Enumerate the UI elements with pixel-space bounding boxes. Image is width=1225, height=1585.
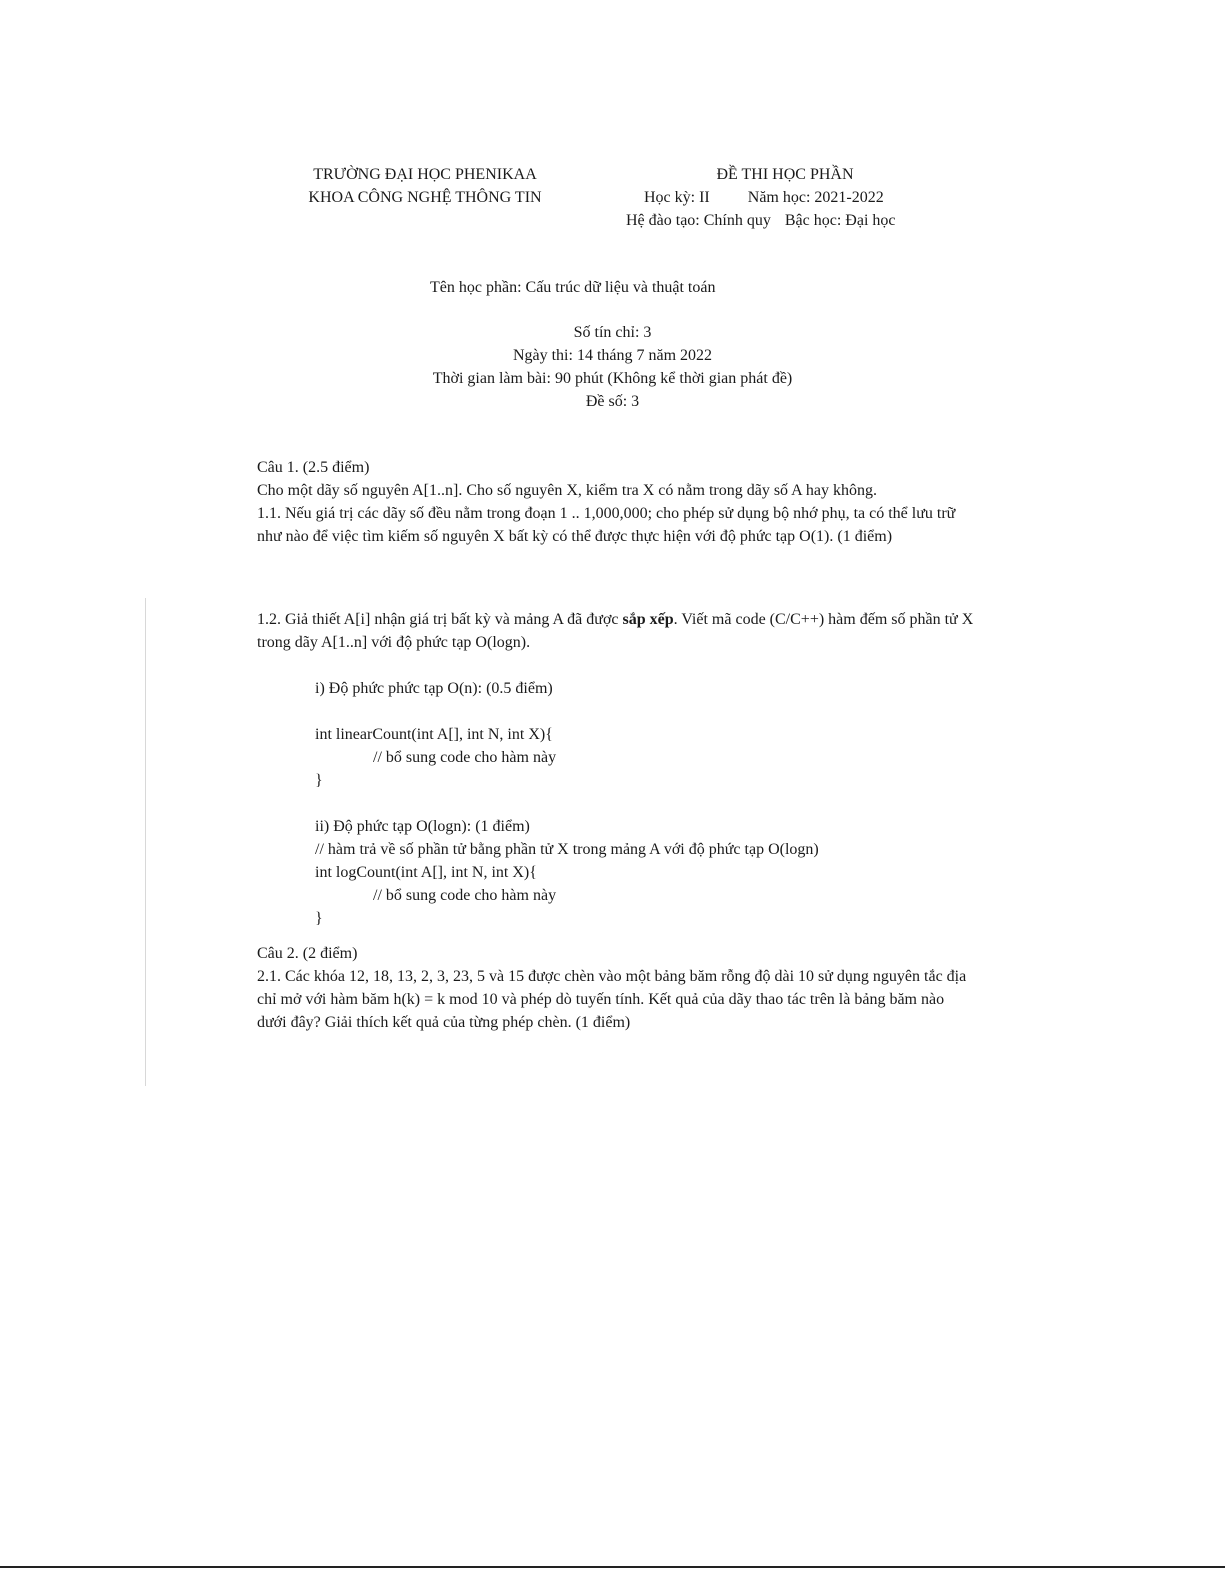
question-1-2-text-b: . Viết mã code (C/C++) hàm đếm số phần tử X trong dãy A[1..n] với độ phức tạp O(logn).	[257, 611, 974, 651]
question-1-1: 1.1. Nếu giá trị các dãy số đều nằm trong đoạn 1 .. 1,000,000; cho phép sử dụng bộ nhớ phụ, ta có thể lưu trữ như nào để việc tìm kiếm số nguyên X bất kỳ có thể được thực hiện với độ phức tạp O(1). (1 điểm)	[257, 505, 956, 545]
question-1-2-bold: sắp xếp	[622, 611, 674, 628]
code-linear-signature: int linearCount(int A[], int N, int X){	[315, 726, 553, 743]
question-2-title: Câu 2. (2 điểm)	[257, 945, 358, 962]
question-1-part-a	[257, 456, 977, 548]
semester: Học kỳ: II	[644, 189, 710, 206]
credits: Số tín chỉ: 3	[573, 324, 652, 341]
exam-info	[300, 321, 925, 413]
code-linear-close: }	[315, 772, 323, 789]
university-name: TRƯỜNG ĐẠI HỌC PHENIKAA	[313, 166, 537, 183]
code-log-close: }	[315, 910, 323, 927]
exam-number: Đề số: 3	[585, 393, 640, 410]
question-1-2-text-a: 1.2. Giả thiết A[i] nhận giá trị bất kỳ và mảng A đã được	[257, 611, 623, 628]
exam-duration: Thời gian làm bài: 90 phút (Không kể thời gian phát đề)	[432, 370, 793, 387]
exam-date: Ngày thi: 14 tháng 7 năm 2022	[512, 347, 713, 364]
page-bottom-rule	[0, 1566, 1225, 1568]
school-year: Năm học: 2021-2022	[747, 189, 884, 206]
code-log-doc-comment: // hàm trả về số phần tử bằng phần tử X trong mảng A với độ phức tạp O(logn)	[315, 841, 819, 858]
code-log-comment: // bổ sung code cho hàm này	[373, 887, 557, 904]
code-linear-comment: // bổ sung code cho hàm này	[373, 749, 557, 766]
exam-title: ĐỀ THI HỌC PHẦN	[716, 166, 854, 183]
semester-row	[620, 186, 950, 209]
training-row	[620, 209, 950, 232]
question-1-2	[257, 608, 977, 654]
question-1-part-b	[257, 608, 977, 1034]
level: Bậc học: Đại học	[784, 212, 896, 229]
question-1-intro: Cho một dãy số nguyên A[1..n]. Cho số nguyên X, kiểm tra X có nằm trong dãy số A hay không.	[257, 482, 877, 499]
faculty-name: KHOA CÔNG NGHỆ THÔNG TIN	[308, 189, 542, 206]
header-left	[270, 163, 580, 209]
course-name: Tên học phần: Cấu trúc dữ liệu và thuật toán	[430, 279, 716, 296]
sub-question-ii: ii) Độ phức tạp O(logn): (1 điểm)	[315, 818, 530, 835]
question-1-title: Câu 1. (2.5 điểm)	[257, 459, 370, 476]
code-log-signature: int logCount(int A[], int N, int X){	[315, 864, 537, 881]
margin-rule	[145, 598, 146, 1086]
sub-question-i: i) Độ phức phức tạp O(n): (0.5 điểm)	[315, 680, 553, 697]
question-2-1: 2.1. Các khóa 12, 18, 13, 2, 3, 23, 5 và 15 được chèn vào một bảng băm rỗng độ dài 10 sử dụng nguyên tắc địa chỉ mở với hàm băm h(k) = k mod 10 và phép dò tuyến tính. Kết quả của dãy thao tác trên là bảng băm nào dưới đây? Giải thích kết quả của từng phép chèn. (1 điểm)	[257, 968, 967, 1031]
header-right	[620, 163, 950, 232]
training-type: Hệ đào tạo: Chính quy	[626, 212, 771, 229]
